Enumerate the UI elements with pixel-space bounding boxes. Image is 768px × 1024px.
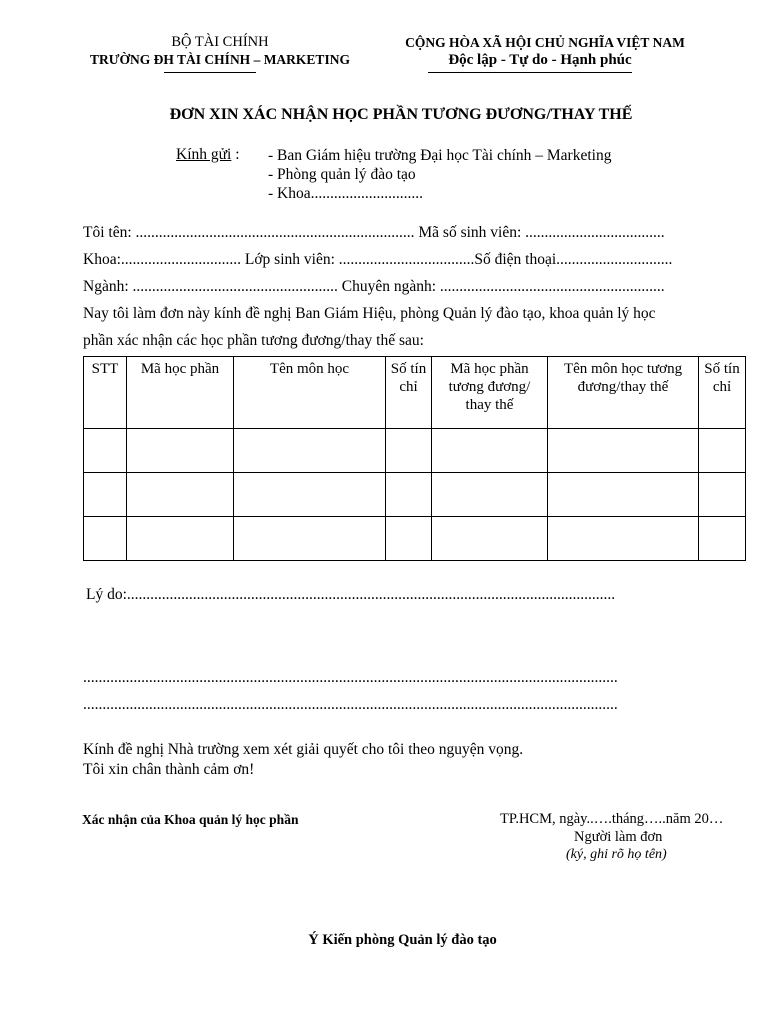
motto-underline: [428, 72, 632, 73]
table-cell[interactable]: [548, 429, 699, 473]
nation-name: CỘNG HÒA XÃ HỘI CHỦ NGHĨA VIỆT NAM: [405, 35, 685, 50]
header-equivalent-name: Tên môn học tương đương/thay thế: [548, 357, 699, 429]
table-cell[interactable]: [432, 517, 548, 561]
table-cell[interactable]: [234, 429, 386, 473]
header-course-code: Mã học phần: [127, 357, 234, 429]
table-cell[interactable]: [127, 429, 234, 473]
form-title: ĐƠN XIN XÁC NHẬN HỌC PHẦN TƯƠNG ĐƯƠNG/THAY THẾ: [169, 106, 633, 123]
major-specialization-line: Ngành: ..................................................... Chuyên ngành: ..........................................................: [83, 278, 665, 295]
reason-line: Lý do:..............................................................................................................................: [86, 586, 616, 603]
table-cell[interactable]: [386, 429, 432, 473]
ministry-name: BỘ TÀI CHÍNH: [171, 34, 269, 50]
table-cell[interactable]: [234, 517, 386, 561]
course-table: [83, 356, 746, 561]
table-cell[interactable]: [548, 473, 699, 517]
table-cell[interactable]: [432, 473, 548, 517]
table-header-row: [84, 357, 746, 429]
table-cell[interactable]: [699, 473, 746, 517]
table-cell[interactable]: [84, 473, 127, 517]
recipients-label: [176, 146, 240, 164]
recipient-item: - Ban Giám hiệu trường Đại học Tài chính – Marketing: [268, 147, 612, 164]
department-confirmation-label: Xác nhận của Khoa quản lý học phần: [82, 812, 299, 827]
table-row: [84, 429, 746, 473]
national-motto: Độc lập - Tự do - Hạnh phúc: [448, 52, 632, 68]
closing-thanks: Tôi xin chân thành cảm ơn!: [83, 761, 255, 778]
table-cell[interactable]: [432, 429, 548, 473]
table-cell[interactable]: [84, 517, 127, 561]
table-row: [84, 473, 746, 517]
table-cell[interactable]: [84, 429, 127, 473]
recipient-item: - Phòng quản lý đào tạo: [268, 166, 416, 183]
dotted-line: ..........................................................................................................................................: [83, 669, 618, 686]
date-line: TP.HCM, ngày..….tháng…..năm 20…: [500, 811, 724, 827]
header-credits: Số tín chỉ: [386, 357, 432, 429]
table-row: [84, 517, 746, 561]
faculty-class-phone-line: Khoa:............................... Lớp sinh viên: ...................................Số điện thoại..............................: [83, 251, 673, 268]
table-cell[interactable]: [699, 429, 746, 473]
closing-text: [83, 740, 523, 780]
student-name-id-line: Tôi tên: ........................................................................ Mã số sinh viên: ....................................: [83, 224, 665, 241]
school-name: TRƯỜNG ĐH TÀI CHÍNH – MARKETING: [90, 52, 350, 67]
recipients-list: [268, 146, 611, 203]
training-office-opinion-label: Ý Kiến phòng Quản lý đào tạo: [308, 932, 497, 948]
recipient-item: - Khoa.............................: [268, 185, 423, 202]
table-cell[interactable]: [386, 473, 432, 517]
dotted-line: ..........................................................................................................................................: [83, 696, 618, 713]
recipients-label-text: Kính gửi: [176, 146, 232, 163]
table-cell[interactable]: [548, 517, 699, 561]
applicant-label: Người làm đơn: [574, 829, 663, 845]
signature-hint: (ký, ghi rõ họ tên): [566, 847, 667, 862]
header-stt: STT: [84, 357, 127, 429]
table-cell[interactable]: [127, 517, 234, 561]
request-text-continued: phần xác nhận các học phần tương đương/thay thế sau:: [83, 332, 424, 349]
request-text: Nay tôi làm đơn này kính đề nghị Ban Giám Hiệu, phòng Quản lý đào tạo, khoa quản lý học: [83, 305, 656, 322]
header-course-name: Tên môn học: [234, 357, 386, 429]
table-cell[interactable]: [386, 517, 432, 561]
recipients-label-colon: :: [231, 146, 240, 163]
table-cell[interactable]: [699, 517, 746, 561]
header-equivalent-code: Mã học phần tương đương/ thay thế: [432, 357, 548, 429]
table-cell[interactable]: [127, 473, 234, 517]
header-equivalent-credits: Số tín chỉ: [699, 357, 746, 429]
table-cell[interactable]: [234, 473, 386, 517]
closing-request: Kính đề nghị Nhà trường xem xét giải quyết cho tôi theo nguyện vọng.: [83, 741, 524, 758]
school-underline: [164, 72, 256, 73]
